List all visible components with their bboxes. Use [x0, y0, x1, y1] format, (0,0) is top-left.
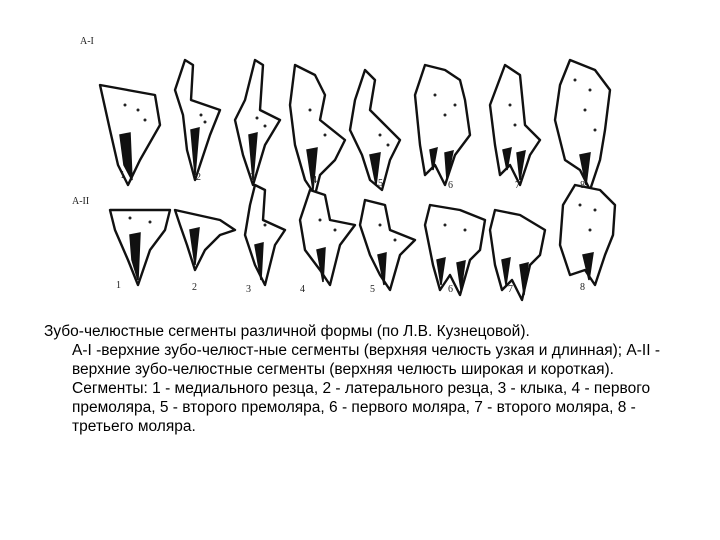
row-a2-number-7: 7 [508, 284, 513, 295]
row-a2-number-1: 1 [116, 280, 121, 291]
row-a2-label: A-II [72, 196, 90, 207]
segment-a1-3 [235, 60, 280, 185]
row-a1-number-2: 2 [196, 172, 201, 183]
caption-body: А-I -верхние зубо-челюст-ные сегменты (верхняя челюсть узкая и длинная); А-II - верхние зубо-челюстные сегменты (верхняя челюсть широкая и короткая). Сегменты: 1 - медиального резца, 2 - латерального резца, 3 - клыка, 4 - первого премоляра, 5 - второго премоляра, 6 - первого моляра, 7 - второго моляра, 8 - третьего моляра. [72, 342, 660, 435]
segment-a2-7 [490, 210, 545, 300]
row-a1-label: A-I [80, 36, 94, 47]
row-a2-number-5: 5 [370, 284, 375, 295]
segment-a2-1 [110, 210, 170, 285]
segment-a2-2 [175, 210, 235, 270]
row-a1-number-8: 8 [580, 180, 585, 191]
segment-a1-1 [100, 85, 160, 185]
caption-first-line: Зубо-челюстные сегменты различной формы (по Л.В. Кузнецовой). [44, 323, 530, 340]
tooth-jaw-segments-figure [60, 20, 660, 310]
row-a1-number-6: 6 [448, 180, 453, 191]
row-a1-number-4: 4 [312, 175, 317, 186]
row-a2-number-3: 3 [246, 284, 251, 295]
row-a1-number-3: 3 [250, 172, 255, 183]
segment-a1-2 [175, 60, 220, 180]
segment-a1-5 [350, 70, 400, 190]
segment-a1-4 [290, 65, 345, 195]
segment-a2-6 [425, 205, 485, 295]
segment-a2-4 [300, 190, 355, 285]
segment-drawings [60, 20, 660, 310]
row-a2-number-8: 8 [580, 282, 585, 293]
segment-a1-6 [415, 65, 470, 185]
segment-a2-3 [245, 185, 285, 285]
figure-caption [44, 322, 694, 436]
row-a1-number-1: 1 [120, 170, 125, 181]
segment-a2-5 [360, 200, 415, 290]
row-a1-number-7: 7 [515, 180, 520, 191]
segment-a1-8 [555, 60, 610, 190]
row-a1-number-5: 5 [378, 178, 383, 189]
segment-a2-8 [560, 185, 615, 285]
row-a2-number-6: 6 [448, 284, 453, 295]
segment-a1-7 [490, 65, 540, 185]
row-a2-number-4: 4 [300, 284, 305, 295]
row-a2-number-2: 2 [192, 282, 197, 293]
